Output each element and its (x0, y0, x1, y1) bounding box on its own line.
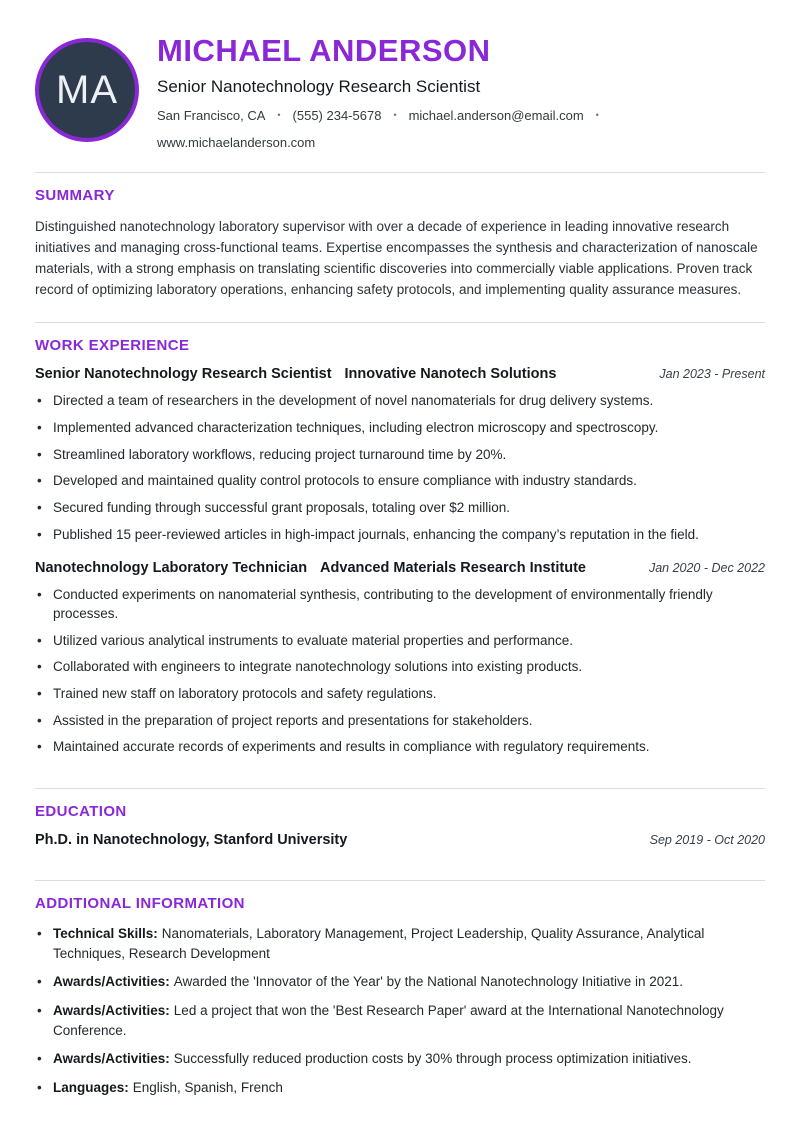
summary-heading: SUMMARY (35, 187, 115, 205)
info-item-text: Awarded the 'Innovator of the Year' by the National Nanotechnology Initiative in 2021. (173, 974, 684, 990)
work-heading: WORK EXPERIENCE (35, 337, 190, 355)
job-header (35, 366, 765, 382)
job-bullet: • Assisted in the preparation of project reports and presentations for stakeholders. (35, 711, 765, 730)
job-bullet: • Collaborated with engineers to integrate nanotechnology solutions into existing products. (35, 657, 765, 676)
job-bullet: • Utilized various analytical instruments to evaluate material properties and performance. (35, 631, 765, 650)
candidate-name: MICHAEL ANDERSON (157, 33, 491, 68)
education-heading: EDUCATION (35, 803, 127, 821)
candidate-title: Senior Nanotechnology Research Scientist (157, 77, 481, 97)
info-item (35, 1049, 765, 1069)
job-bullet: • Implemented advanced characterization techniques, including electron microscopy and spectroscopy. (35, 418, 765, 437)
job-bullet: • Directed a team of researchers in the development of novel nanomaterials for drug delivery systems. (35, 391, 765, 410)
job-bullet-list (35, 585, 765, 757)
info-item-label: Languages: (53, 1079, 129, 1095)
education-degree: Ph.D. in Nanotechnology, Stanford University (35, 832, 348, 849)
job-title-line (35, 560, 586, 576)
job-bullet: • Secured funding through successful grant proposals, totaling over $2 million. (35, 498, 765, 517)
job-title-line (35, 366, 556, 382)
info-item-label: Technical Skills: (53, 926, 158, 942)
section-education (35, 788, 765, 848)
info-item-label: Awards/Activities: (53, 974, 170, 990)
section-additional-information (35, 880, 765, 1097)
job-header (35, 560, 765, 576)
info-item-text: English, Spanish, French (132, 1079, 283, 1095)
info-item (35, 1078, 765, 1098)
section-summary (35, 172, 765, 300)
contact-location: San Francisco, CA (157, 108, 266, 124)
info-item (35, 1001, 765, 1040)
job-company: Innovative Nanotech Solutions (344, 366, 557, 383)
education-entry (35, 832, 765, 848)
info-item-label: Awards/Activities: (53, 1003, 170, 1018)
contact-separator-icon: • (277, 110, 281, 121)
info-item-text: Nanomaterials, Laboratory Management, Project Leadership, Quality Assurance, Analytical Techniques, Research Development (53, 926, 705, 961)
job-bullet: • Maintained accurate records of experiments and results in compliance with regulatory requirements. (35, 737, 765, 756)
additional-heading: ADDITIONAL INFORMATION (35, 895, 245, 913)
job-company: Advanced Materials Research Institute (320, 559, 586, 576)
info-item (35, 924, 765, 963)
job-title: Senior Nanotechnology Research Scientist (35, 366, 332, 383)
job-title: Nanotechnology Laboratory Technician (35, 559, 308, 576)
contact-separator-icon: • (393, 110, 397, 121)
avatar-initials: MA (56, 67, 118, 112)
job-dates: Jan 2020 - Dec 2022 (648, 560, 765, 575)
contact-separator-icon: • (595, 110, 599, 121)
job-bullet: • Streamlined laboratory workflows, reducing project turnaround time by 20%. (35, 445, 765, 464)
info-item-label: Awards/Activities: (53, 1051, 170, 1067)
resume-header (35, 30, 765, 150)
info-item-text: Successfully reduced production costs by 30% through process optimization initiatives. (173, 1051, 692, 1067)
contact-phone: (555) 234-5678 (292, 108, 382, 124)
job-bullet: • Published 15 peer-reviewed articles in high-impact journals, enhancing the company’s reputation in the field. (35, 525, 765, 544)
additional-info-list (35, 924, 765, 1097)
contact-email: michael.anderson@email.com (408, 108, 584, 124)
contact-line (157, 108, 765, 150)
job-bullet: • Developed and maintained quality control protocols to ensure compliance with industry standards. (35, 471, 765, 490)
job-entry (35, 560, 765, 757)
info-item-text: Led a project that won the 'Best Research Paper' award at the International Nanotechnology Conference. (53, 1003, 724, 1038)
header-text (157, 30, 765, 150)
job-bullet: • Conducted experiments on nanomaterial synthesis, contributing to the development of environmentally friendly processes. (35, 585, 765, 623)
job-dates: Jan 2023 - Present (659, 367, 765, 382)
job-bullet-list (35, 391, 765, 543)
job-entry (35, 366, 765, 543)
education-dates: Sep 2019 - Oct 2020 (649, 833, 765, 848)
avatar (35, 38, 139, 142)
info-item (35, 972, 765, 992)
job-bullet: • Trained new staff on laboratory protocols and safety regulations. (35, 684, 765, 703)
section-work-experience (35, 322, 765, 756)
contact-website: www.michaelanderson.com (157, 135, 316, 151)
summary-text: Distinguished nanotechnology laboratory supervisor with over a decade of experience in leading innovative research initiatives and managing cross-functional teams. Expertise encompasses the synthesis and characterization of nanoscale materials, with a strong emphasis on translating scientific discoveries into commercially viable applications. Proven track record of optimizing laboratory operations, enhancing safety protocols, and implementing quality assurance measures. (35, 219, 758, 298)
